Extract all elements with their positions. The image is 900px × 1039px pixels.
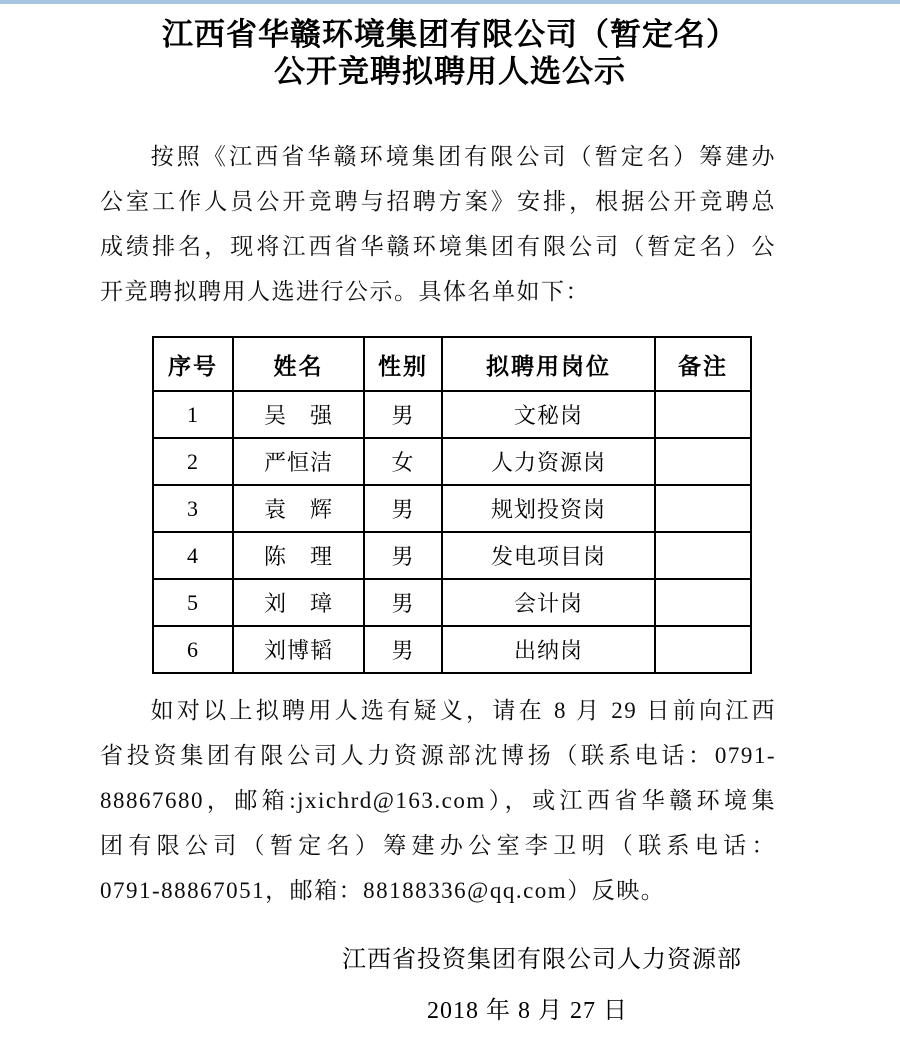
cell-note	[655, 438, 751, 485]
outro-line-2: 省投资集团有限公司人力资源部沈博扬（联系电话：0791-	[100, 743, 776, 768]
cell-note	[655, 579, 751, 626]
cell-index: 4	[153, 532, 233, 579]
page-title-line-1: 江西省华赣环境集团有限公司（暂定名）	[162, 17, 738, 52]
table-row	[153, 579, 751, 626]
col-header-gender: 性别	[364, 337, 442, 391]
page-title-line-2: 公开竞聘拟聘用人选公示	[274, 54, 626, 89]
cell-name: 吴 强	[233, 391, 364, 438]
cell-gender: 男	[364, 579, 442, 626]
cell-position: 人力资源岗	[442, 438, 655, 485]
table-row	[153, 391, 751, 438]
date-line: 2018 年 8 月 27 日	[427, 998, 628, 1024]
cell-index: 1	[153, 391, 233, 438]
cell-note	[655, 485, 751, 532]
page-title	[0, 16, 900, 90]
col-header-index: 序号	[153, 337, 233, 391]
cell-position: 文秘岗	[442, 391, 655, 438]
cell-index: 2	[153, 438, 233, 485]
intro-line-4: 开竞聘拟聘用人选进行公示。具体名单如下：	[100, 279, 590, 304]
cell-note	[655, 532, 751, 579]
cell-name: 陈 理	[233, 532, 364, 579]
table-row	[153, 485, 751, 532]
cell-position: 会计岗	[442, 579, 655, 626]
outro-line-5: 0791-88867051，邮箱：88188336@qq.com）反映。	[100, 878, 666, 903]
cell-gender: 男	[364, 626, 442, 673]
cell-index: 6	[153, 626, 233, 673]
table-row	[153, 532, 751, 579]
roster-table	[152, 336, 752, 674]
cell-gender: 男	[364, 485, 442, 532]
cell-name: 严恒洁	[233, 438, 364, 485]
cell-name: 刘 璋	[233, 579, 364, 626]
table-row	[153, 438, 751, 485]
cell-position: 出纳岗	[442, 626, 655, 673]
col-header-position: 拟聘用岗位	[442, 337, 655, 391]
outro-line-4: 团有限公司（暂定名）筹建办公室李卫明（联系电话：	[100, 833, 776, 858]
cell-gender: 女	[364, 438, 442, 485]
signature-line: 江西省投资集团有限公司人力资源部	[342, 947, 742, 973]
page-top-border	[0, 0, 900, 4]
cell-note	[655, 626, 751, 673]
col-header-note: 备注	[655, 337, 751, 391]
cell-index: 3	[153, 485, 233, 532]
cell-position: 发电项目岗	[442, 532, 655, 579]
table-row	[153, 626, 751, 673]
cell-gender: 男	[364, 391, 442, 438]
outro-line-1: 如对以上拟聘用人选有疑义，请在 8 月 29 日前向江西	[150, 698, 776, 723]
cell-gender: 男	[364, 532, 442, 579]
intro-line-1: 按照《江西省华赣环境集团有限公司（暂定名）筹建办	[150, 144, 776, 169]
cell-name: 袁 辉	[233, 485, 364, 532]
intro-line-2: 公室工作人员公开竞聘与招聘方案》安排，根据公开竞聘总	[100, 189, 776, 214]
outro-line-3: 88867680，邮箱:jxichrd@163.com），或江西省华赣环境集	[100, 788, 776, 813]
intro-line-3: 成绩排名，现将江西省华赣环境集团有限公司（暂定名）公	[100, 234, 776, 259]
cell-position: 规划投资岗	[442, 485, 655, 532]
cell-name: 刘博韬	[233, 626, 364, 673]
outro-paragraph	[100, 688, 776, 913]
cell-index: 5	[153, 579, 233, 626]
col-header-name: 姓名	[233, 337, 364, 391]
intro-paragraph	[100, 134, 776, 314]
table-header-row	[153, 337, 751, 391]
cell-note	[655, 391, 751, 438]
